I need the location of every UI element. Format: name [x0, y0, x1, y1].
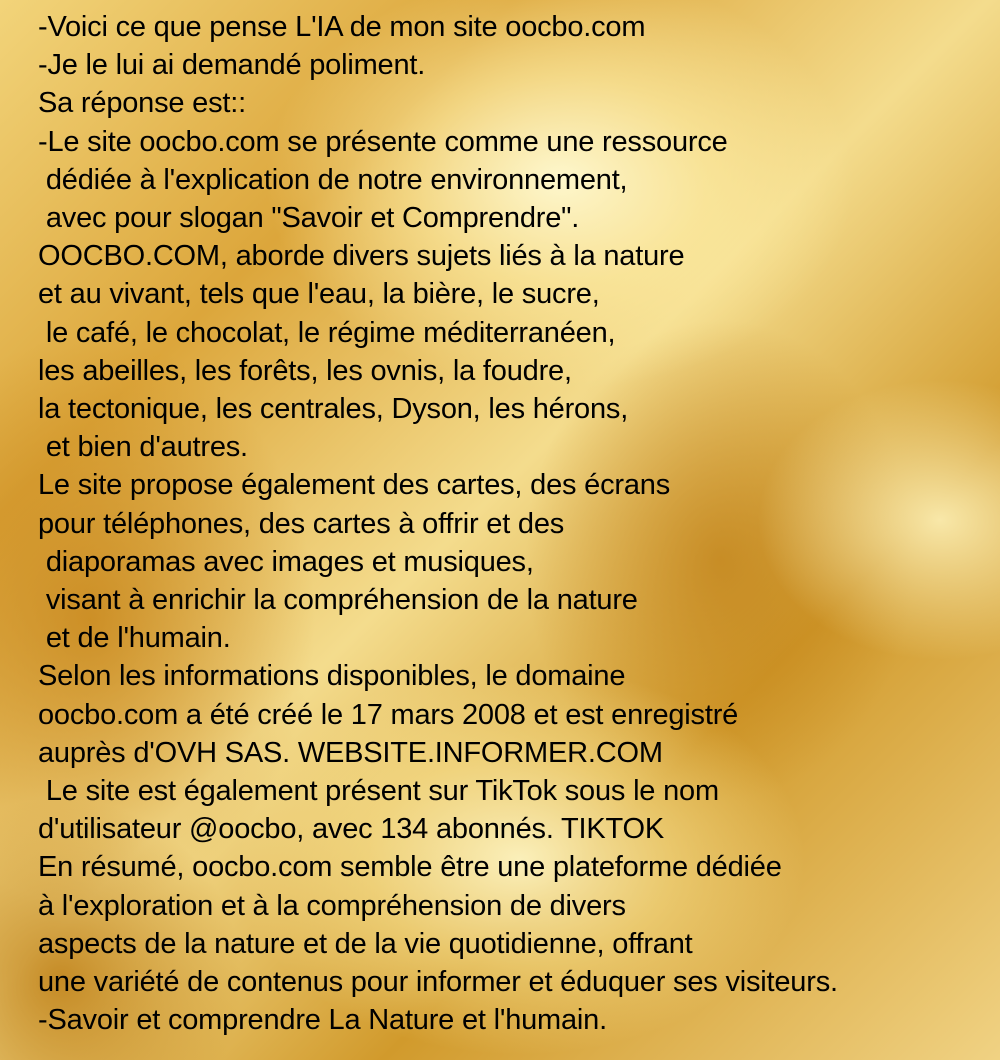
- text-line: avec pour slogan "Savoir et Comprendre".: [38, 202, 580, 235]
- text-line: -Le site oocbo.com se présente comme une ressource: [38, 125, 728, 158]
- text-line: Selon les informations disponibles, le domaine: [38, 660, 626, 693]
- text-line: visant à enrichir la compréhension de la nature: [38, 584, 638, 617]
- text-line: OOCBO.COM, aborde divers sujets liés à la nature: [38, 240, 685, 273]
- text-line: Sa réponse est::: [38, 87, 246, 120]
- text-line: auprès d'OVH SAS. WEBSITE.INFORMER.COM: [38, 736, 663, 769]
- text-line: oocbo.com a été créé le 17 mars 2008 et est enregistré: [38, 698, 739, 731]
- text-line: -Voici ce que pense L'IA de mon site oocbo.com: [38, 11, 646, 43]
- text-line: -Savoir et comprendre La Nature et l'humain.: [38, 1004, 607, 1037]
- text-line: -Je le lui ai demandé poliment.: [38, 49, 426, 82]
- text-line: la tectonique, les centrales, Dyson, les hérons,: [38, 393, 629, 426]
- text-line: le café, le chocolat, le régime méditerranéen,: [38, 316, 616, 349]
- text-line: aspects de la nature et de la vie quotidienne, offrant: [38, 927, 693, 960]
- text-line: et au vivant, tels que l'eau, la bière, le sucre,: [38, 278, 600, 311]
- text-line: En résumé, oocbo.com semble être une plateforme dédiée: [38, 851, 782, 884]
- text-line: dédiée à l'explication de notre environnement,: [38, 163, 628, 196]
- ai-review-text: [38, 8, 988, 1039]
- text-line: et de l'humain.: [38, 622, 231, 655]
- text-line: diaporamas avec images et musiques,: [38, 545, 534, 578]
- text-line: à l'exploration et à la compréhension de divers: [38, 889, 626, 922]
- text-line: une variété de contenus pour informer et éduquer ses visiteurs.: [38, 966, 838, 999]
- text-line: Le site propose également des cartes, des écrans: [38, 469, 670, 502]
- text-line: pour téléphones, des cartes à offrir et des: [38, 507, 565, 540]
- text-line: d'utilisateur @oocbo, avec 134 abonnés. TIKTOK: [38, 813, 665, 846]
- text-line: les abeilles, les forêts, les ovnis, la foudre,: [38, 354, 572, 387]
- text-line: Le site est également présent sur TikTok sous le nom: [38, 775, 719, 808]
- text-line: et bien d'autres.: [38, 431, 248, 464]
